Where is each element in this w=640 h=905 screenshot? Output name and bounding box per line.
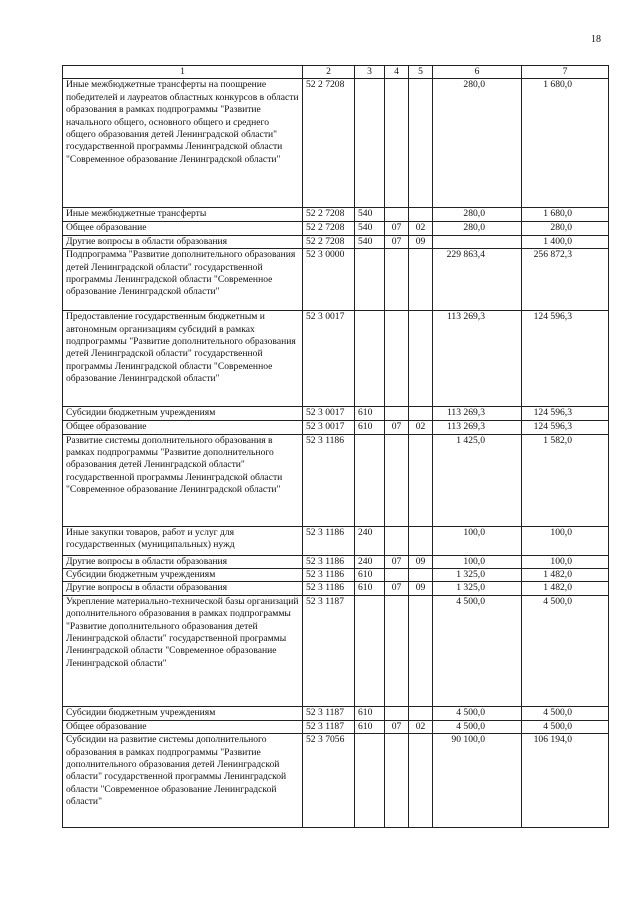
row-name: Другие вопросы в области образования bbox=[63, 555, 303, 568]
row-section: 07 bbox=[385, 720, 409, 733]
row-subsection bbox=[409, 569, 433, 582]
row-sum-1: 113 269,3 bbox=[433, 421, 522, 434]
row-sum-1 bbox=[433, 235, 522, 248]
row-name: Общее образование bbox=[63, 421, 303, 434]
table-row bbox=[63, 311, 609, 407]
row-sum-1: 4 500,0 bbox=[433, 720, 522, 733]
row-code: 52 2 7208 bbox=[303, 222, 355, 235]
row-vr: 610 bbox=[355, 421, 385, 434]
row-vr: 610 bbox=[355, 720, 385, 733]
row-code: 52 3 1186 bbox=[303, 582, 355, 595]
row-sum-2: 1 680,0 bbox=[522, 79, 609, 208]
row-sum-2: 280,0 bbox=[522, 222, 609, 235]
row-vr bbox=[355, 79, 385, 208]
row-vr bbox=[355, 595, 385, 706]
row-code: 52 3 1187 bbox=[303, 720, 355, 733]
table-row bbox=[63, 706, 609, 720]
row-sum-1: 280,0 bbox=[433, 79, 522, 208]
row-code: 52 2 7208 bbox=[303, 208, 355, 222]
row-vr: 240 bbox=[355, 555, 385, 568]
row-section bbox=[385, 208, 409, 222]
row-code: 52 3 1186 bbox=[303, 434, 355, 526]
table-row bbox=[63, 235, 609, 248]
table-row bbox=[63, 582, 609, 595]
row-section bbox=[385, 249, 409, 311]
row-section bbox=[385, 407, 409, 421]
row-sum-2: 106 194,0 bbox=[522, 734, 609, 828]
row-vr: 610 bbox=[355, 582, 385, 595]
row-code: 52 3 1187 bbox=[303, 595, 355, 706]
page-number: 18 bbox=[591, 34, 601, 45]
row-subsection: 09 bbox=[409, 555, 433, 568]
row-sum-2: 124 596,3 bbox=[522, 311, 609, 407]
row-name: Укрепление материально-технической базы организаций дополнительного образования в рамках подпрограммы "Развитие дополнительного образования детей Ленинградской области" государственной программы Ленинградской области "Современное образование Ленинградской области" bbox=[63, 595, 303, 706]
row-code: 52 3 1186 bbox=[303, 555, 355, 568]
row-subsection bbox=[409, 734, 433, 828]
row-section bbox=[385, 79, 409, 208]
row-sum-1: 280,0 bbox=[433, 208, 522, 222]
row-subsection bbox=[409, 706, 433, 720]
table-row bbox=[63, 249, 609, 311]
row-name: Иные закупки товаров, работ и услуг для государственных (муниципальных) нужд bbox=[63, 526, 303, 555]
row-code: 52 3 1187 bbox=[303, 706, 355, 720]
row-name: Другие вопросы в области образования bbox=[63, 582, 303, 595]
table-row bbox=[63, 79, 609, 208]
row-section: 07 bbox=[385, 235, 409, 248]
row-subsection: 09 bbox=[409, 582, 433, 595]
row-sum-2: 124 596,3 bbox=[522, 407, 609, 421]
row-subsection bbox=[409, 407, 433, 421]
table-row bbox=[63, 720, 609, 733]
row-vr bbox=[355, 434, 385, 526]
header-cell: 4 bbox=[385, 66, 409, 79]
row-vr bbox=[355, 734, 385, 828]
row-sum-2: 4 500,0 bbox=[522, 706, 609, 720]
row-vr: 540 bbox=[355, 235, 385, 248]
table-row bbox=[63, 734, 609, 828]
row-subsection bbox=[409, 526, 433, 555]
row-code: 52 2 7208 bbox=[303, 79, 355, 208]
row-section bbox=[385, 434, 409, 526]
row-vr: 540 bbox=[355, 208, 385, 222]
row-sum-2: 1 680,0 bbox=[522, 208, 609, 222]
header-cell: 1 bbox=[63, 66, 303, 79]
row-code: 52 3 0000 bbox=[303, 249, 355, 311]
header-cell: 3 bbox=[355, 66, 385, 79]
row-code: 52 3 1186 bbox=[303, 526, 355, 555]
row-subsection: 02 bbox=[409, 222, 433, 235]
row-sum-2: 256 872,3 bbox=[522, 249, 609, 311]
row-vr bbox=[355, 249, 385, 311]
table-row bbox=[63, 421, 609, 434]
row-name: Другие вопросы в области образования bbox=[63, 235, 303, 248]
row-code: 52 3 0017 bbox=[303, 311, 355, 407]
row-sum-2: 1 582,0 bbox=[522, 434, 609, 526]
row-code: 52 3 7056 bbox=[303, 734, 355, 828]
row-vr bbox=[355, 311, 385, 407]
table-row bbox=[63, 595, 609, 706]
row-section: 07 bbox=[385, 582, 409, 595]
row-code: 52 3 1186 bbox=[303, 569, 355, 582]
row-subsection bbox=[409, 311, 433, 407]
row-section bbox=[385, 734, 409, 828]
table-row bbox=[63, 434, 609, 526]
row-sum-2: 1 400,0 bbox=[522, 235, 609, 248]
row-section: 07 bbox=[385, 222, 409, 235]
row-section: 07 bbox=[385, 421, 409, 434]
row-name: Субсидии бюджетным учреждениям bbox=[63, 569, 303, 582]
row-sum-1: 4 500,0 bbox=[433, 595, 522, 706]
row-section bbox=[385, 595, 409, 706]
row-sum-1: 100,0 bbox=[433, 526, 522, 555]
row-sum-1: 1 425,0 bbox=[433, 434, 522, 526]
row-subsection: 02 bbox=[409, 720, 433, 733]
header-cell: 7 bbox=[522, 66, 609, 79]
row-name: Субсидии на развитие системы дополнительного образования в рамках подпрограммы "Развитие дополнительного образования детей Ленинградской области" государственной программы Ленинградской области "Современное образование Ленинградской области" bbox=[63, 734, 303, 828]
table-row bbox=[63, 208, 609, 222]
row-sum-1: 100,0 bbox=[433, 555, 522, 568]
row-subsection bbox=[409, 208, 433, 222]
row-name: Иные межбюджетные трансферты на поощрение победителей и лауреатов областных конкурсов в области образования в рамках подпрограммы "Развитие начального общего, основного общего и среднего общего образования детей Ленинградской области" государственной программы Ленинградской области "Современное образование Ленинградской области" bbox=[63, 79, 303, 208]
header-cell: 2 bbox=[303, 66, 355, 79]
row-sum-2: 100,0 bbox=[522, 555, 609, 568]
table-row bbox=[63, 222, 609, 235]
row-sum-1: 4 500,0 bbox=[433, 706, 522, 720]
header-cell: 5 bbox=[409, 66, 433, 79]
row-sum-2: 4 500,0 bbox=[522, 595, 609, 706]
row-section bbox=[385, 569, 409, 582]
table-row bbox=[63, 569, 609, 582]
table-row bbox=[63, 555, 609, 568]
row-sum-2: 1 482,0 bbox=[522, 569, 609, 582]
header-row bbox=[63, 66, 609, 79]
row-section: 07 bbox=[385, 555, 409, 568]
row-code: 52 2 7208 bbox=[303, 235, 355, 248]
row-subsection bbox=[409, 249, 433, 311]
row-sum-1: 1 325,0 bbox=[433, 582, 522, 595]
row-vr: 610 bbox=[355, 407, 385, 421]
row-sum-1: 229 863,4 bbox=[433, 249, 522, 311]
row-subsection bbox=[409, 434, 433, 526]
row-sum-1: 1 325,0 bbox=[433, 569, 522, 582]
table-row bbox=[63, 407, 609, 421]
row-sum-1: 90 100,0 bbox=[433, 734, 522, 828]
row-sum-2: 124 596,3 bbox=[522, 421, 609, 434]
row-subsection: 09 bbox=[409, 235, 433, 248]
budget-table bbox=[62, 65, 609, 828]
row-code: 52 3 0017 bbox=[303, 421, 355, 434]
table-row bbox=[63, 526, 609, 555]
row-name: Подпрограмма "Развитие дополнительного образования детей Ленинградской области" государственной программы Ленинградской области "Современное образование Ленинградской области" bbox=[63, 249, 303, 311]
row-name: Иные межбюджетные трансферты bbox=[63, 208, 303, 222]
row-sum-2: 1 482,0 bbox=[522, 582, 609, 595]
row-subsection bbox=[409, 595, 433, 706]
row-sum-1: 280,0 bbox=[433, 222, 522, 235]
row-name: Общее образование bbox=[63, 222, 303, 235]
row-name: Предоставление государственным бюджетным и автономным организациям субсидий в рамках подпрограммы "Развитие дополнительного образования детей Ленинградской области" государственной программы Ленинградской области "Современное образование Ленинградской области" bbox=[63, 311, 303, 407]
row-section bbox=[385, 311, 409, 407]
row-sum-1: 113 269,3 bbox=[433, 407, 522, 421]
row-name: Субсидии бюджетным учреждениям bbox=[63, 706, 303, 720]
row-sum-1: 113 269,3 bbox=[433, 311, 522, 407]
row-name: Субсидии бюджетным учреждениям bbox=[63, 407, 303, 421]
row-vr: 240 bbox=[355, 526, 385, 555]
row-vr: 540 bbox=[355, 222, 385, 235]
row-name: Общее образование bbox=[63, 720, 303, 733]
row-section bbox=[385, 526, 409, 555]
row-code: 52 3 0017 bbox=[303, 407, 355, 421]
row-name: Развитие системы дополнительного образования в рамках подпрограммы "Развитие дополнительного образования детей Ленинградской области" государственной программы Ленинградской области "Современное образование Ленинградской области" bbox=[63, 434, 303, 526]
row-vr: 610 bbox=[355, 569, 385, 582]
row-sum-2: 100,0 bbox=[522, 526, 609, 555]
row-section bbox=[385, 706, 409, 720]
row-vr: 610 bbox=[355, 706, 385, 720]
row-sum-2: 4 500,0 bbox=[522, 720, 609, 733]
header-cell: 6 bbox=[433, 66, 522, 79]
row-subsection bbox=[409, 79, 433, 208]
row-subsection: 02 bbox=[409, 421, 433, 434]
